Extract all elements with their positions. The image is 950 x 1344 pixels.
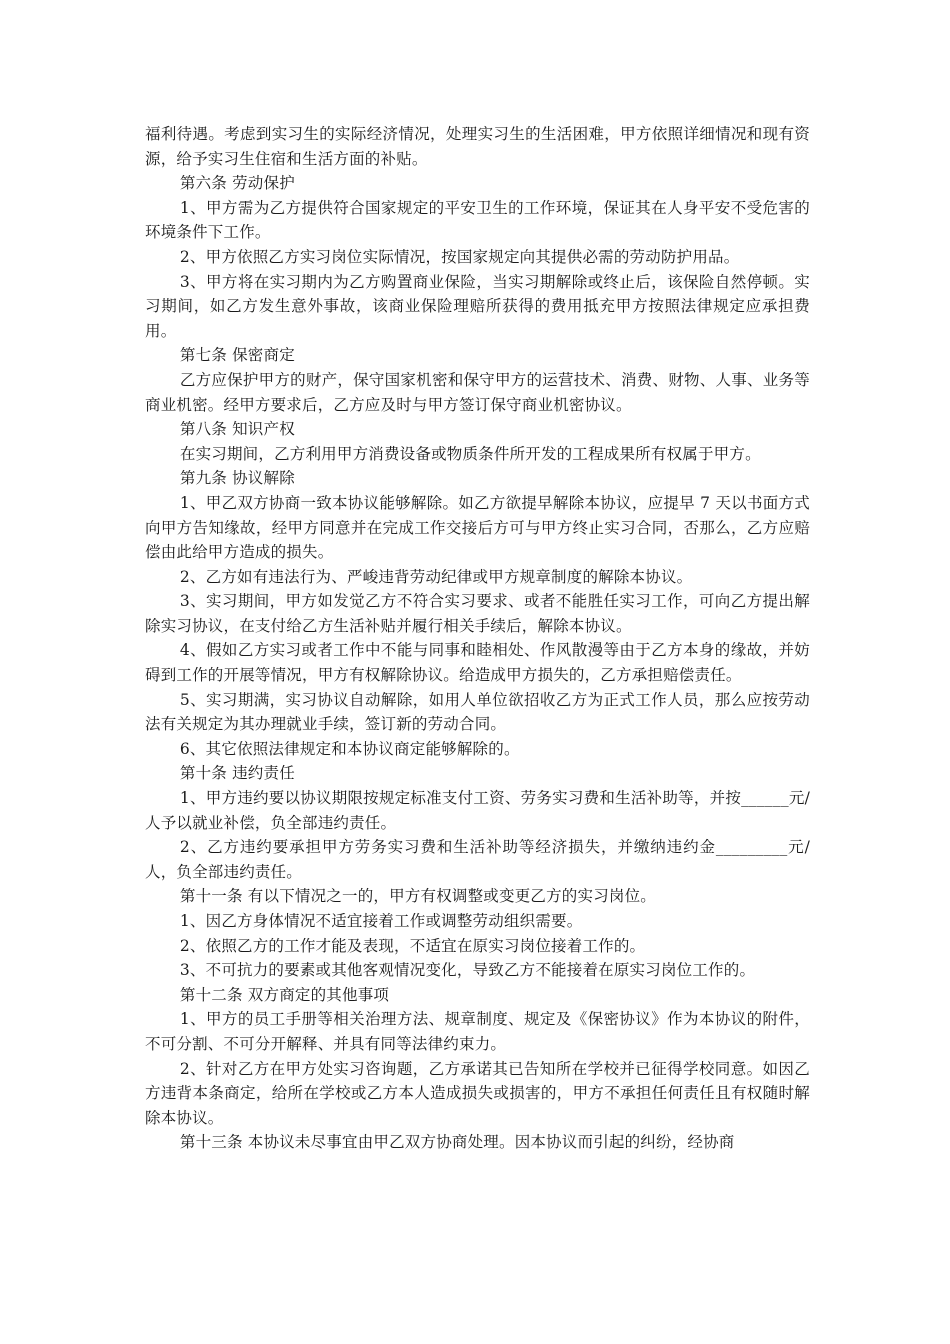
paragraph: 2、乙方如有违法行为、严峻违背劳动纪律或甲方规章制度的解除本协议。 <box>179 567 693 586</box>
article-heading: 第九条 协议解除 <box>179 469 295 488</box>
paragraph: 2、乙方违约要承担甲方劳务实习费和生活补助等经济损失，并缴纳违约金_________元/人，负全部违约责任。 <box>145 838 810 881</box>
paragraph: 5、实习期满，实习协议自动解除，如用人单位欲招收乙方为正式工作人员，那么应按劳动法有关规定为其办理就业手续，签订新的劳动合同。 <box>145 690 810 734</box>
paragraph: 第十一条 有以下情况之一的，甲方有权调整或变更乙方的实习岗位。 <box>179 887 657 906</box>
paragraph: 3、甲方将在实习期内为乙方购置商业保险，当实习期解除或终止后，该保险自然停顿。实习期间，如乙方发生意外事故，该商业保险理赔所获得的费用抵充甲方按照法律规定应承担费用。 <box>145 272 810 340</box>
document-page <box>145 122 810 1155</box>
paragraph: 2、甲方依照乙方实习岗位实际情况，按国家规定向其提供必需的劳动防护用品。 <box>179 247 740 266</box>
paragraph: 3、不可抗力的要素或其他客观情况变化，导致乙方不能接着在原实习岗位工作的。 <box>179 961 756 980</box>
paragraph: 3、实习期间，甲方如发觉乙方不符合实习要求、或者不能胜任实习工作，可向乙方提出解除实习协议，在支付给乙方生活补贴并履行相关手续后，解除本协议。 <box>145 592 810 635</box>
paragraph: 第十三条 本协议未尽事宜由甲乙双方协商处理。因本协议而引起的纠纷，经协商 <box>179 1133 735 1152</box>
paragraph: 乙方应保护甲方的财产，保守国家机密和保守甲方的运营技术、消费、财物、人事、业务等商业机密。经甲方要求后，乙方应及时与甲方签订保守商业机密协议。 <box>145 370 810 414</box>
paragraph: 1、甲方的员工手册等相关治理方法、规章制度、规定及《保密协议》作为本协议的附件，不可分割、不可分开解释、并具有同等法律约束力。 <box>145 1010 810 1053</box>
article-heading: 第七条 保密商定 <box>179 346 295 365</box>
article-heading: 第十条 违约责任 <box>179 764 295 783</box>
paragraph: 1、因乙方身体情况不适宜接着工作或调整劳动组织需要。 <box>179 912 583 930</box>
article-heading: 第十二条 双方商定的其他事项 <box>179 985 390 1004</box>
paragraph: 1、甲乙双方协商一致本协议能够解除。如乙方欲提早解除本协议，应提早 7 天以书面方式向甲方告知缘故，经甲方同意并在完成工作交接后方可与甲方终止实习合同，否那么，乙方应赔偿由此给甲方造成的损失。 <box>145 493 810 562</box>
paragraph: 2、针对乙方在甲方处实习咨询题，乙方承诺其已告知所在学校并已征得学校同意。如因乙方违背本条商定，给所在学校或乙方本人造成损失或损害的，甲方不承担任何责任且有权随时解除本协议。 <box>145 1059 810 1127</box>
paragraph: 4、假如乙方实习或者工作中不能与同事和睦相处、作风散漫等由于乙方本身的缘故，并妨碍到工作的开展等情况，甲方有权解除协议。给造成甲方损失的，乙方承担赔偿责任。 <box>145 641 810 685</box>
article-heading: 第八条 知识产权 <box>179 420 295 439</box>
paragraph: 在实习期间，乙方利用甲方消费设备或物质条件所开发的工程成果所有权属于甲方。 <box>179 444 761 463</box>
paragraph: 福利待遇。考虑到实习生的实际经济情况，处理实习生的生活困难，甲方依照详细情况和现有资源，给予实习生住宿和生活方面的补贴。 <box>145 125 810 168</box>
paragraph: 2、依照乙方的工作才能及表现，不适宜在原实习岗位接着工作的。 <box>179 936 646 955</box>
paragraph: 6、其它依照法律规定和本协议商定能够解除的。 <box>179 739 520 758</box>
paragraph: 1、甲方违约要以协议期限按规定标准支付工资、劳务实习费和生活补助等，并按______元/人予以就业补偿，负全部违约责任。 <box>145 789 810 832</box>
paragraph: 1、甲方需为乙方提供符合国家规定的平安卫生的工作环境，保证其在人身平安不受危害的环境条件下工作。 <box>145 198 810 242</box>
article-heading: 第六条 劳动保护 <box>179 174 295 193</box>
